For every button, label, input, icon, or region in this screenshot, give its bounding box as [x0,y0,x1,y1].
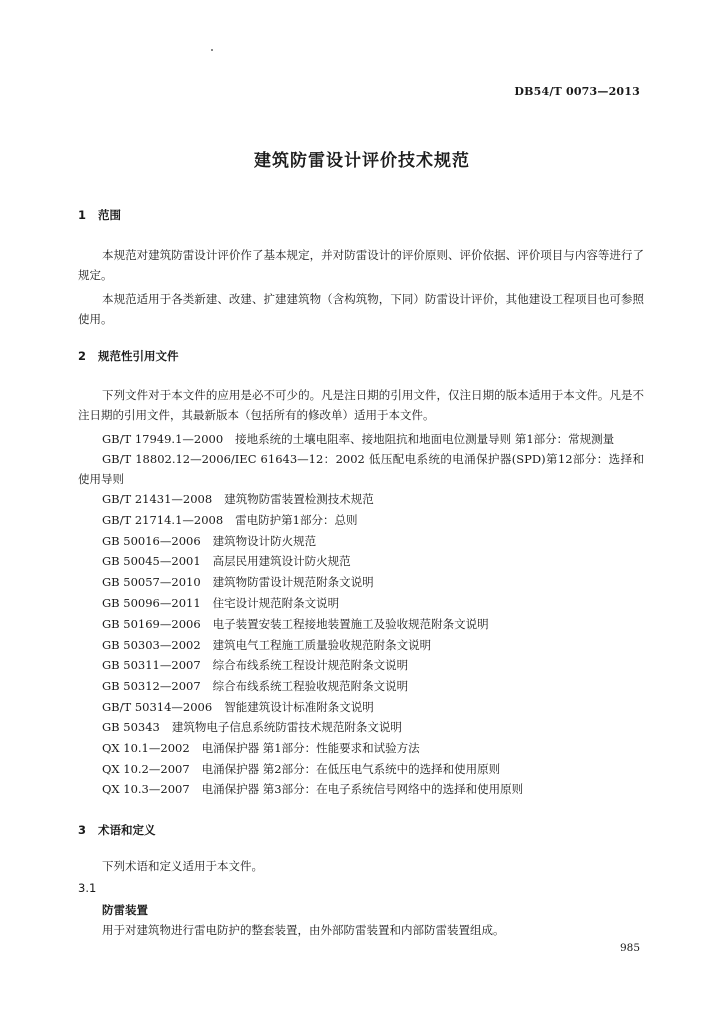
section-3-heading: 3 术语和定义 [78,823,156,837]
reference-item: GB 50016—2006 建筑物设计防火规范 [102,534,317,548]
reference-item: GB 50045—2001 高层民用建筑设计防火规范 [102,554,351,568]
standard-code: DB54/T 0073—2013 [514,85,640,98]
scan-speck [211,49,213,51]
reference-item: GB/T 17949.1—2000 接地系统的土壤电阻率、接地阻抗和地面电位测量导则 第1部分：常规测量 [102,432,615,446]
reference-item: GB 50096—2011 住宅设计规范附条文说明 [102,596,340,610]
reference-item: GB 50057—2010 建筑物防雷设计规范附条文说明 [102,575,374,589]
reference-item: GB 50311—2007 综合布线系统工程设计规范附条文说明 [102,658,409,672]
reference-item: QX 10.3—2007 电涌保护器 第3部分：在电子系统信号网络中的选择和使用原则 [102,782,524,796]
term-definition: 用于对建筑物进行雷电防护的整套装置，由外部防雷装置和内部防雷装置组成。 [102,923,505,937]
term-name: 防雷装置 [102,903,148,917]
section-2-heading: 2 规范性引用文件 [78,349,179,363]
reference-item: GB/T 21431—2008 建筑物防雷装置检测技术规范 [102,492,374,506]
document-title: 建筑防雷设计评价技术规范 [254,151,470,171]
reference-item: GB/T 21714.1—2008 雷电防护第1部分：总则 [102,513,358,527]
section-2-intro: 下列文件对于本文件的应用是必不可少的。凡是注日期的引用文件，仅注日期的版本适用于本文件。凡是不注日期的引用文件，其最新版本（包括所有的修改单）适用于本文件。 [78,388,644,422]
reference-item: GB 50312—2007 综合布线系统工程验收规范附条文说明 [102,679,409,693]
reference-item: GB 50169—2006 电子装置安装工程接地装置施工及验收规范附条文说明 [102,617,489,631]
section-1-paragraph-2: 本规范适用于各类新建、改建、扩建建筑物（含构筑物，下同）防雷设计评价，其他建设工程项目也可参照使用。 [78,292,644,326]
reference-item: QX 10.2—2007 电涌保护器 第2部分：在低压电气系统中的选择和使用原则 [102,762,501,776]
section-1-heading: 1 范围 [78,208,121,222]
reference-item: GB 50303—2002 建筑电气工程施工质量验收规范附条文说明 [102,638,432,652]
page-number: 985 [619,942,640,954]
reference-item: GB 50343 建筑物电子信息系统防雷技术规范附条文说明 [102,720,402,734]
reference-item: GB/T 50314—2006 智能建筑设计标准附条文说明 [102,700,374,714]
clause-number: 3.1 [78,881,97,895]
reference-item: GB/T 18802.12—2006/IEC 61643—12：2002 低压配电系统的电涌保护器(SPD)第12部分：选择和使用导则 [78,452,644,486]
section-1-paragraph-1: 本规范对建筑防雷设计评价作了基本规定，并对防雷设计的评价原则、评价依据、评价项目与内容等进行了规定。 [78,248,644,282]
reference-item: QX 10.1—2002 电涌保护器 第1部分：性能要求和试验方法 [102,741,420,755]
section-3-intro: 下列术语和定义适用于本文件。 [102,859,263,873]
